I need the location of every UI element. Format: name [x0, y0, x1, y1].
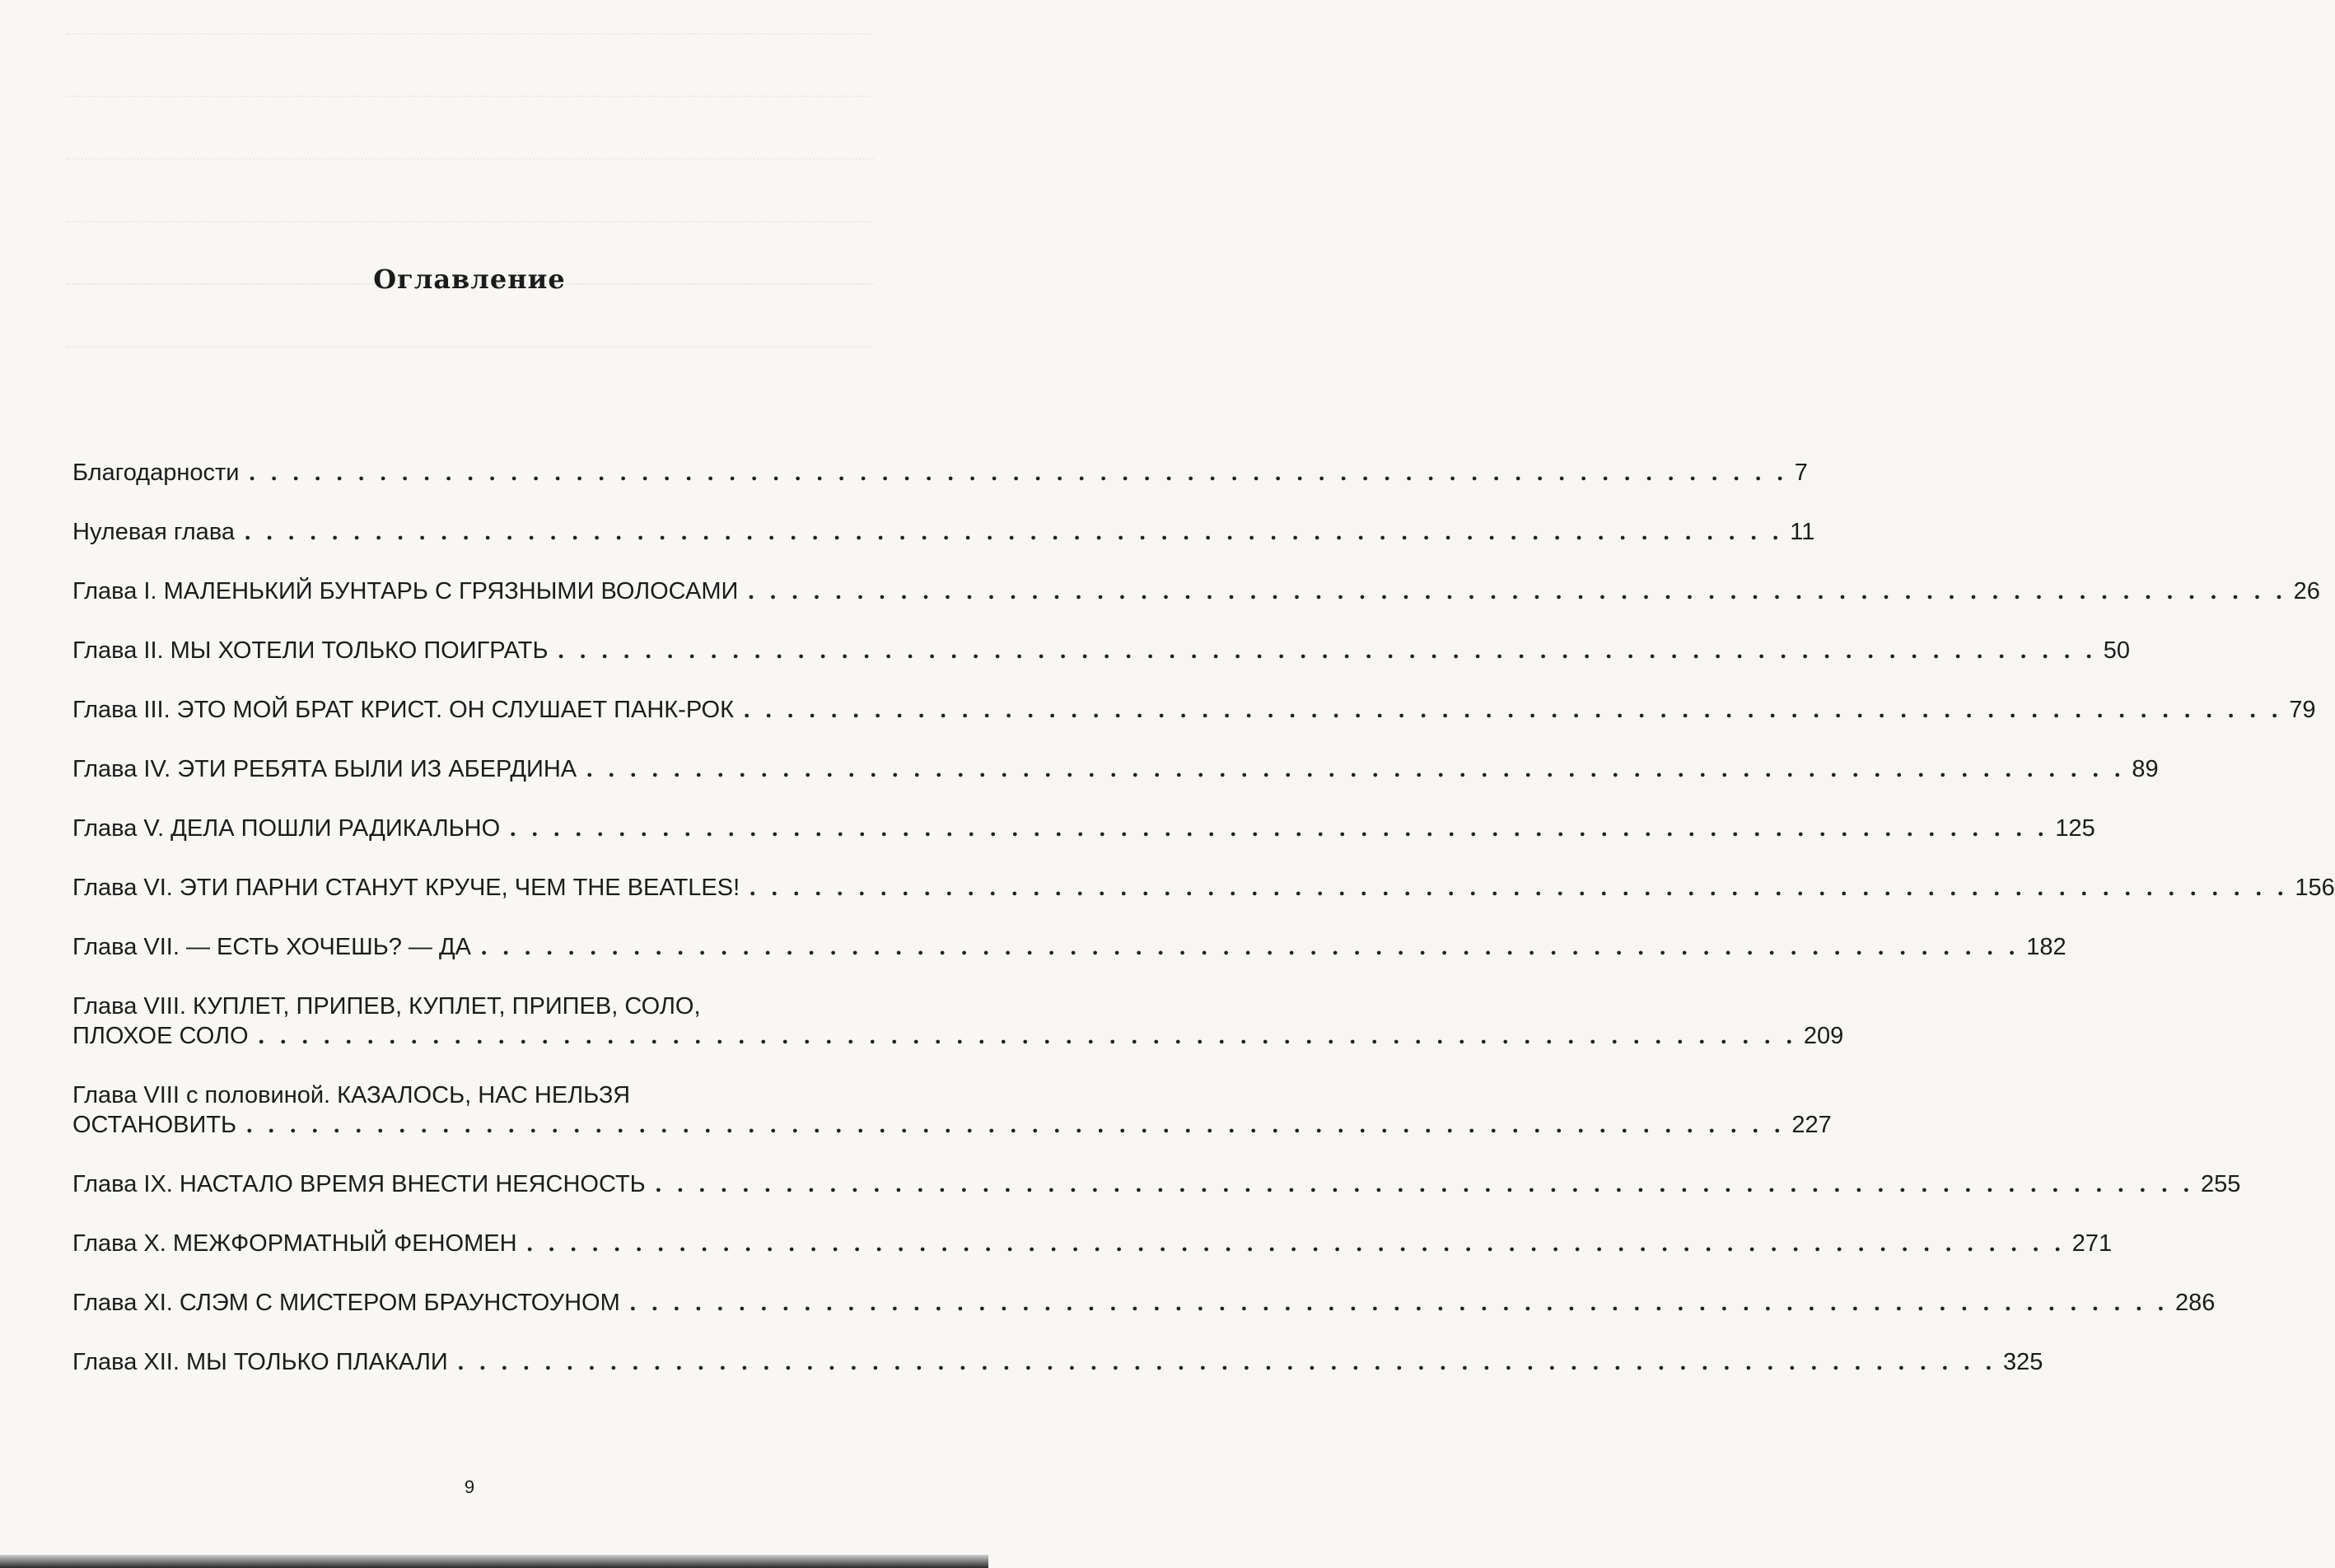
toc-entry	[72, 754, 2159, 784]
toc-entry-title: Глава X. МЕЖФОРМАТНЫЙ ФЕНОМЕН	[72, 1230, 517, 1257]
dot-leader: . . . . . . . . . . . . . . . . . . . . . . . . . . . . . . . . . . . . . . . . . . . . . . . . . . . . . . . . . . . . . . . . . . . . . . .	[655, 1171, 2194, 1197]
toc-entry-line	[72, 576, 2320, 606]
toc-entry-title: Глава V. ДЕЛА ПОШЛИ РАДИКАЛЬНО	[72, 815, 501, 842]
toc-entry-title: Глава XI. СЛЭМ С МИСТЕРОМ БРАУНСТОУНОМ	[72, 1290, 620, 1316]
page-bottom-edge	[0, 1555, 988, 1568]
toc-entry-title: Благодарности	[72, 460, 240, 486]
dot-leader: . . . . . . . . . . . . . . . . . . . . . . . . . . . . . . . . . . . . . . . . . . . . . . . . . . . . . . . . . . . . . . . . . . . . . . .	[249, 460, 1788, 486]
toc-entry-line	[72, 873, 2335, 903]
toc-entry	[72, 458, 1808, 488]
toc-entry-title: Нулевая глава	[72, 519, 236, 545]
toc-entry	[72, 1229, 2113, 1258]
toc-entry	[72, 992, 1844, 1051]
toc-entry-line	[72, 1229, 2113, 1258]
toc-entry	[72, 932, 2066, 962]
table-of-contents	[72, 458, 2335, 1407]
toc-entry-page: 26	[2293, 578, 2320, 604]
toc-entry-page: 11	[1790, 519, 1815, 545]
toc-entry-title: Глава III. ЭТО МОЙ БРАТ КРИСТ. ОН СЛУШАЕТ ПАНК-РОК	[72, 697, 734, 723]
dot-leader: . . . . . . . . . . . . . . . . . . . . . . . . . . . . . . . . . . . . . . . . . . . . . . . . . . . . . . . . . . . . . . . . . . . . . . .	[586, 756, 2126, 782]
toc-entry	[72, 1169, 2241, 1199]
toc-entry	[72, 1080, 1832, 1140]
toc-entry-page: 125	[2055, 815, 2095, 842]
toc-entry-title: Глава I. МАЛЕНЬКИЙ БУНТАРЬ С ГРЯЗНЫМИ ВОЛОСАМИ	[72, 578, 739, 604]
toc-entry	[72, 636, 2131, 665]
toc-entry-line	[72, 1021, 1844, 1051]
toc-entry-title: Глава VII. — ЕСТЬ ХОЧЕШЬ? — ДА	[72, 934, 471, 960]
toc-entry-title: Глава VI. ЭТИ ПАРНИ СТАНУТ КРУЧЕ, ЧЕМ THE BEATLES!	[72, 875, 740, 901]
toc-entry-page: 89	[2132, 756, 2159, 782]
toc-entry-title: Глава IV. ЭТИ РЕБЯТА БЫЛИ ИЗ АБЕРДИНА	[72, 756, 577, 782]
page-number: 9	[464, 1477, 475, 1497]
dot-leader: . . . . . . . . . . . . . . . . . . . . . . . . . . . . . . . . . . . . . . . . . . . . . . . . . . . . . . . . . . . . . . . . . . . . . . .	[748, 578, 2287, 604]
toc-entry-title: Глава IX. НАСТАЛО ВРЕМЯ ВНЕСТИ НЕЯСНОСТЬ	[72, 1171, 646, 1197]
dot-leader: . . . . . . . . . . . . . . . . . . . . . . . . . . . . . . . . . . . . . . . . . . . . . . . . . . . . . . . . . . . . . . . . . . . . . . .	[629, 1290, 2169, 1316]
toc-entry	[72, 517, 1815, 547]
toc-entry-title: Глава XII. МЫ ТОЛЬКО ПЛАКАЛИ	[72, 1349, 448, 1375]
toc-entry	[72, 576, 2320, 606]
dot-leader: . . . . . . . . . . . . . . . . . . . . . . . . . . . . . . . . . . . . . . . . . . . . . . . . . . . . . . . . . . . . . . . . . . . . . . .	[246, 1112, 1786, 1138]
toc-entry-line	[72, 1110, 1832, 1140]
toc-entry-line	[72, 1288, 2216, 1318]
toc-entry	[72, 873, 2335, 903]
toc-entry	[72, 1347, 2043, 1377]
toc-entry-page: 286	[2175, 1290, 2216, 1316]
toc-entry-page: 255	[2200, 1171, 2241, 1197]
toc-entry-line	[72, 932, 2066, 962]
toc-entry-title: ОСТАНОВИТЬ	[72, 1112, 237, 1138]
toc-entry-title: ПЛОХОЕ СОЛО	[72, 1023, 249, 1049]
toc-entry-line	[72, 754, 2159, 784]
dot-leader: . . . . . . . . . . . . . . . . . . . . . . . . . . . . . . . . . . . . . . . . . . . . . . . . . . . . . . . . . . . . . . . . . . . . . . .	[245, 519, 1784, 545]
toc-entry-page: 227	[1791, 1112, 1832, 1138]
dot-leader: . . . . . . . . . . . . . . . . . . . . . . . . . . . . . . . . . . . . . . . . . . . . . . . . . . . . . . . . . . . . . . . . . . . . . . .	[457, 1349, 1996, 1375]
toc-entry-line	[72, 458, 1808, 488]
dot-leader: . . . . . . . . . . . . . . . . . . . . . . . . . . . . . . . . . . . . . . . . . . . . . . . . . . . . . . . . . . . . . . . . . . . . . . .	[258, 1023, 1797, 1049]
toc-entry	[72, 695, 2316, 725]
toc-entry-page: 325	[2002, 1349, 2043, 1375]
toc-entry-title: Глава II. МЫ ХОТЕЛИ ТОЛЬКО ПОИГРАТЬ	[72, 637, 549, 664]
dot-leader: . . . . . . . . . . . . . . . . . . . . . . . . . . . . . . . . . . . . . . . . . . . . . . . . . . . . . . . . . . . . . . . . . . . . . . .	[480, 934, 2020, 960]
toc-entry-page: 50	[2103, 637, 2131, 664]
toc-entry-page: 271	[2071, 1230, 2113, 1257]
toc-entry-title-first-line: Глава VIII с половиной. КАЗАЛОСЬ, НАС НЕЛЬЗЯ	[72, 1082, 631, 1108]
toc-entry-page: 182	[2026, 934, 2066, 960]
toc-entry	[72, 814, 2095, 843]
dot-leader: . . . . . . . . . . . . . . . . . . . . . . . . . . . . . . . . . . . . . . . . . . . . . . . . . . . . . . . . . . . . . . . . . . . . . . .	[510, 815, 2049, 842]
toc-entry-line	[72, 814, 2095, 843]
toc-entry-line	[72, 695, 2316, 725]
dot-leader: . . . . . . . . . . . . . . . . . . . . . . . . . . . . . . . . . . . . . . . . . . . . . . . . . . . . . . . . . . . . . . . . . . . . . . .	[558, 637, 2097, 664]
toc-entry-line	[72, 1347, 2043, 1377]
dot-leader: . . . . . . . . . . . . . . . . . . . . . . . . . . . . . . . . . . . . . . . . . . . . . . . . . . . . . . . . . . . . . . . . . . . . . . .	[526, 1230, 2066, 1257]
toc-entry	[72, 1288, 2216, 1318]
page-title: Оглавление	[373, 264, 566, 295]
toc-entry-page: 156	[2295, 875, 2335, 901]
toc-entry-line	[72, 517, 1815, 547]
dot-leader: . . . . . . . . . . . . . . . . . . . . . . . . . . . . . . . . . . . . . . . . . . . . . . . . . . . . . . . . . . . . . . . . . . . . . . .	[750, 875, 2289, 901]
toc-entry-page: 79	[2289, 697, 2316, 723]
toc-entry-page: 209	[1803, 1023, 1844, 1049]
toc-entry-title-first-line: Глава VIII. КУПЛЕТ, ПРИПЕВ, КУПЛЕТ, ПРИПЕВ, СОЛО,	[72, 993, 701, 1020]
dot-leader: . . . . . . . . . . . . . . . . . . . . . . . . . . . . . . . . . . . . . . . . . . . . . . . . . . . . . . . . . . . . . . . . . . . . . . .	[743, 697, 2283, 723]
toc-entry-line	[72, 636, 2131, 665]
toc-entry-page: 7	[1794, 460, 1808, 486]
toc-entry-line	[72, 1169, 2241, 1199]
